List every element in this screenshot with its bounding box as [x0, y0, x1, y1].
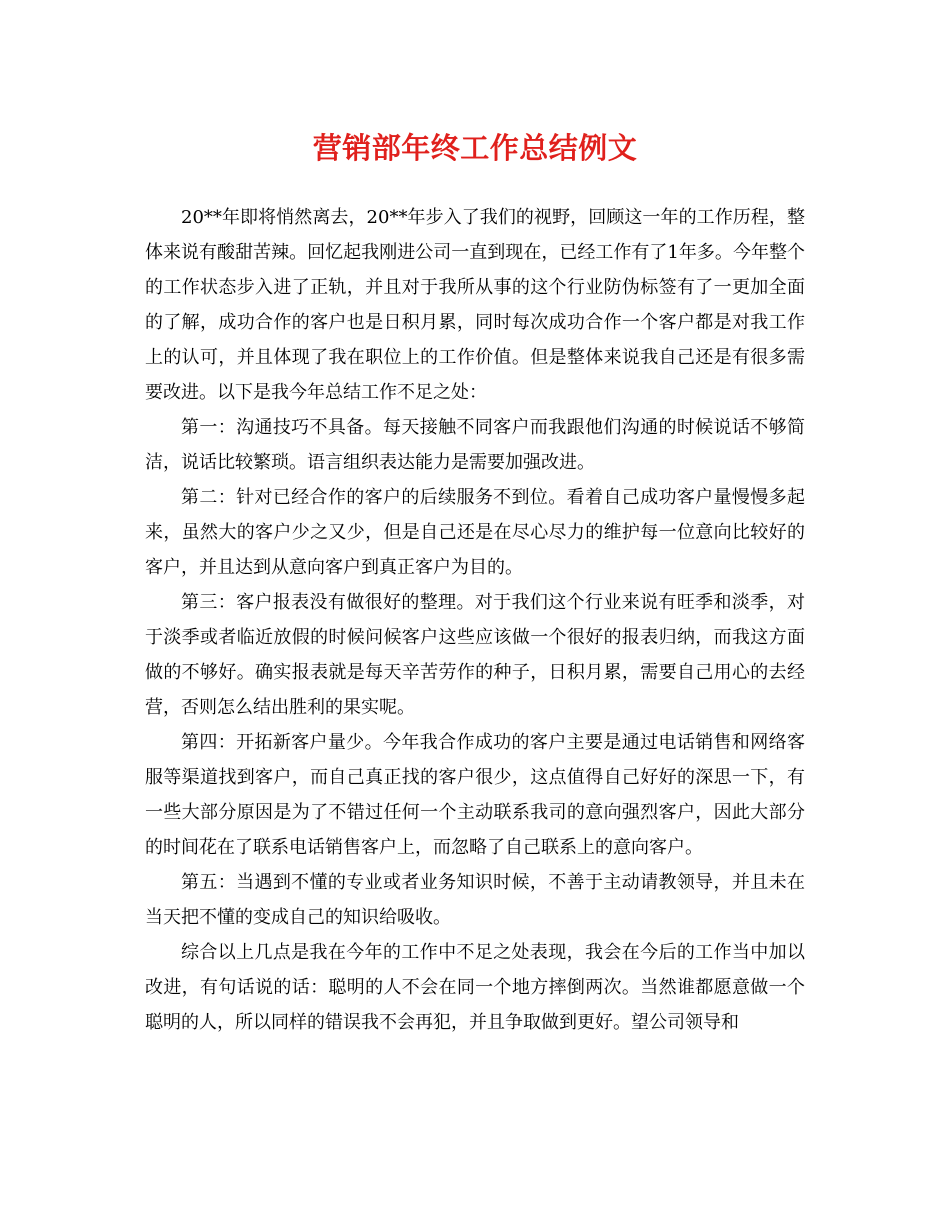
document-title: 营销部年终工作总结例文	[312, 131, 638, 165]
paragraph-conclusion: 综合以上几点是我在今年的工作中不足之处表现，我会在今后的工作当中加以改进，有句话说的话：聪明的人不会在同一个地方摔倒两次。当然谁都愿意做一个聪明的人，所以同样的错误我不会再犯，并且争取做到更好。望公司领导和	[145, 942, 805, 1033]
paragraph-point-1: 第一：沟通技巧不具备。每天接触不同客户而我跟他们沟通的时候说话不够简洁，说话比较繁琐。语言组织表达能力是需要加强改进。	[145, 417, 805, 473]
paragraph-point-3: 第三：客户报表没有做很好的整理。对于我们这个行业来说有旺季和淡季，对于淡季或者临近放假的时候问候客户这些应该做一个很好的报表归纳，而我这方面做的不够好。确实报表就是每天辛苦劳作的种子，日积月累，需要自己用心的去经营，否则怎么结出胜利的果实呢。	[145, 592, 805, 718]
paragraph-intro: 20**年即将悄然离去，20**年步入了我们的视野，回顾这一年的工作历程，整体来说有酸甜苦辣。回忆起我刚进公司一直到现在，已经工作有了1年多。今年整个的工作状态步入进了正轨，并且对于我所从事的这个行业防伪标签有了一更加全面的了解，成功合作的客户也是日积月累，同时每次成功合作一个客户都是对我工作上的认可，并且体现了我在职位上的工作价值。但是整体来说我自己还是有很多需要改进。以下是我今年总结工作不足之处：	[145, 207, 805, 403]
document-body	[145, 200, 805, 1040]
paragraph-point-5: 第五：当遇到不懂的专业或者业务知识时候，不善于主动请教领导，并且未在当天把不懂的变成自己的知识给吸收。	[145, 872, 805, 928]
paragraph-point-4: 第四：开拓新客户量少。今年我合作成功的客户主要是通过电话销售和网络客服等渠道找到客户，而自己真正找的客户很少，这点值得自己好好的深思一下，有一些大部分原因是为了不错过任何一个主动联系我司的意向强烈客户，因此大部分的时间花在了联系电话销售客户上，而忽略了自己联系上的意向客户。	[145, 732, 805, 858]
paragraph-point-2: 第二：针对已经合作的客户的后续服务不到位。看着自己成功客户量慢慢多起来，虽然大的客户少之又少，但是自己还是在尽心尽力的维护每一位意向比较好的客户，并且达到从意向客户到真正客户为目的。	[145, 487, 805, 578]
